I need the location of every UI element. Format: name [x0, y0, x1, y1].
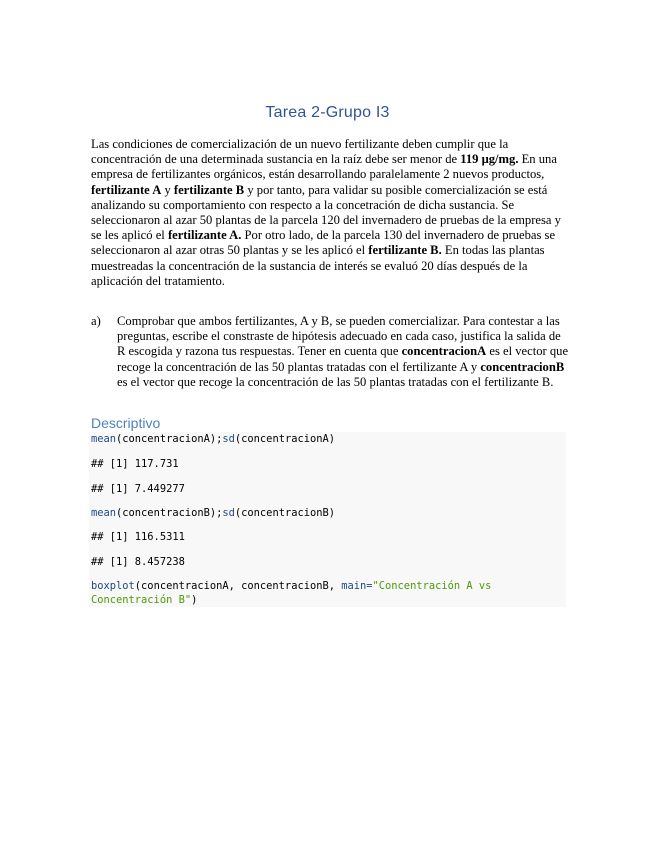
item-bold-concentracion-a: concentracionA	[401, 344, 487, 359]
code-args: (concentracionA)	[234, 433, 335, 445]
code-output: ## [1] 116.5311	[91, 531, 185, 543]
code-string: "Concentración A vs	[372, 580, 492, 592]
code-args: )	[191, 594, 198, 606]
item-bold-concentracion-b: concentracionB	[480, 359, 565, 374]
item-text: Comprobar que ambos fertilizantes, A y B, se pueden comercializar. Para contestar a las preguntas, escribe el constraste de hipótesis adecuado en cada caso, justifica la salida de R escogida y razona tus respuestas. Tener en cuenta que	[117, 314, 561, 359]
intro-text: y por tanto, para validar su posible comercialización se está analizando su comportamiento con respecto a la concetración de dicha sustancia. Se seleccionaron al azar 50 plantas de la parcela 120 del invernadero de pruebas de la empresa y se les aplicó el	[91, 182, 561, 243]
section-heading: Descriptivo	[91, 415, 161, 431]
code-args: (concentracionB)	[234, 507, 335, 519]
intro-bold-fertilizer-b: fertilizante B	[173, 182, 245, 197]
intro-text: Por otro lado, de la parcela 130 del invernadero de pruebas se seleccionaron al azar otras 50 plantas y se les aplicó el	[91, 228, 556, 258]
item-text: es el vector que recoge la concentración de las 50 plantas tratadas con el fertilizante A y	[117, 344, 569, 374]
intro-text: En todas las plantas muestreadas la concentración de la sustancia de interés se evaluó 20 días después de la aplicación del tratamiento.	[91, 243, 545, 288]
code-function: sd	[222, 433, 235, 445]
document-title: Tarea 2-Grupo I3	[265, 104, 390, 121]
code-args: (concentracionA, concentracionB,	[134, 580, 342, 592]
code-function: boxplot	[91, 580, 135, 592]
list-item-a	[91, 314, 569, 390]
code-output: ## [1] 7.449277	[91, 483, 185, 495]
code-function: mean	[91, 433, 117, 445]
code-line-mean-sd-b	[91, 507, 335, 520]
code-string: Concentración B"	[91, 594, 192, 606]
code-function: sd	[222, 507, 235, 519]
intro-text: En una empresa de fertilizantes orgánicos, están desarrollando paralelamente 2 nuevos productos,	[91, 152, 557, 182]
intro-paragraph	[91, 137, 569, 289]
list-marker: a)	[91, 314, 101, 328]
intro-bold-fertilizer-b-2: fertilizante B.	[368, 243, 442, 258]
intro-bold-fertilizer-a-2: fertilizante A.	[167, 228, 242, 243]
code-output: ## [1] 8.457238	[91, 556, 185, 568]
intro-bold-fertilizer-a: fertilizante A	[91, 182, 162, 197]
list-item-text	[117, 314, 569, 390]
code-line-boxplot	[91, 580, 491, 593]
intro-text: y	[161, 182, 174, 197]
code-line-mean-sd-a	[91, 433, 335, 446]
code-args: (concentracionB);	[116, 507, 223, 519]
intro-text: Las condiciones de comercialización de un nuevo fertilizante deben cumplir que la concentración de una determinada sustancia en la raíz debe ser menor de	[91, 137, 509, 167]
code-output: ## [1] 117.731	[91, 458, 179, 470]
item-text: es el vector que recoge la concentración de las 50 plantas tratadas con el fertilizante B.	[117, 374, 554, 389]
code-args: (concentracionA);	[116, 433, 223, 445]
code-argument-name: main=	[341, 580, 373, 592]
code-function: mean	[91, 507, 117, 519]
code-line-boxplot-cont	[91, 594, 197, 607]
intro-bold-threshold: 119 μg/mg.	[460, 152, 519, 167]
